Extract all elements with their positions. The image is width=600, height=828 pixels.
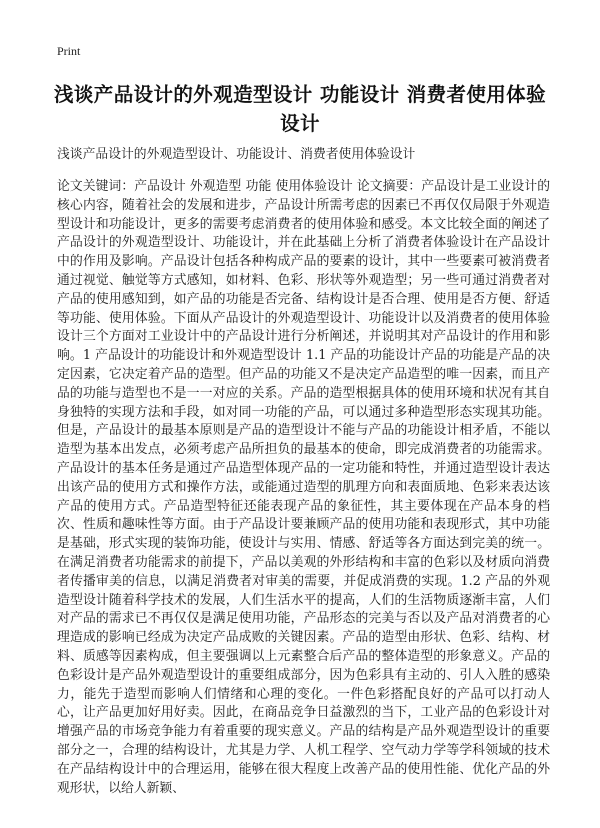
print-label: Print — [57, 44, 81, 58]
document-body: 论文关键词：产品设计 外观造型 功能 使用体验设计 论文摘要：产品设计是工业设计的核心内容，随着社会的发展和进步，产品设计所需考虑的因素已不再仅仅局限于外观造型设计和功能设计，更多的需要考虑消费者的使用体验和感受。本文比较全面的阐述了产品设计的外观造型设计、功能设计，并在此基础上分析了消费者体验设计在产品设计中的作用及影响。产品设计包括各种构成产品的要素的设计，其中一些要素可被消费者通过视觉、触觉等方式感知，如材料、色彩、形状等外观造型；另一些可通过消费者对产品的使用感知到，如产品的功能是否完备、结构设计是否合理、使用是否方便、舒适等功能、使用体验。下面从产品设计的外观造型设计、功能设计以及消费者的使用体验设计三个方面对工业设计中的产品设计进行分析阐述，并说明其对产品设计的作用和影响。1 产品设计的功能设计和外观造型设计 1.1 产品的功能设计产品的功能是产品的决定因素，它决定着产品的造型。但产品的功能又不是决定产品造型的唯一因素，而且产品的功能与造型也不是一一对应的关系。产品的造型根据具体的使用环境和状况有其自身独特的实现方法和手段，如对同一功能的产品，可以通过多种造型形态实现其功能。但是，产品设计的最基本原则是产品的造型设计不能与产品的功能设计相矛盾，不能以造型为基本出发点，必须考虑产品所担负的最基本的使命，即完成消费者的功能需求。产品设计的基本任务是通过产品造型体现产品的一定功能和特性，并通过造型设计表达出该产品的使用方式和操作方法，或能通过造型的肌理方向和表面质地、色彩来表达该产品的使用方式。产品造型特征还能表现产品的象征性，其主要体现在产品本身的档次、性质和趣味性等方面。由于产品设计要兼顾产品的使用功能和表现形式，其中功能是基础，形式实现的装饰功能，使设计与实用、情感、舒适等各方面达到完美的统一。在满足消费者功能需求的前提下，产品以美观的外形结构和丰富的色彩以及材质向消费者传播审美的信息，以满足消费者对审美的需要，并促成消费的实现。1.2 产品的外观造型设计随着科学技术的发展，人们生活水平的提高，人们的生活物质逐渐丰富，人们对产品的需求已不再仅仅是满足使用功能，产品形态的完美与否以及产品对消费者的心理造成的影响已经成为决定产品成败的关键因素。产品的造型由形状、色彩、结构、材料、质感等因素构成，但主要强调以上元素整合后产品的整体造型的形象意义。产品的色彩设计是产品外观造型设计的重要组成部分，因为色彩具有主动的、引人入胜的感染力，能先于造型而影响人们情绪和心理的变化。一件色彩搭配良好的产品可以打动人心，让产品更加好用好卖。因此，在商品竞争日益激烈的当下，工业产品的色彩设计对增强产品的市场竞争能力有着重要的现实意义。产品的结构是产品外观造型设计的重要部分之一，合理的结构设计，尤其是力学、人机工程学、空气动力学等学科领域的技术在产品结构设计中的合理运用，能够在很大程度上改善产品的使用性能、优化产品的外观形状，以给人新颖、 — [57, 179, 550, 796]
document-subtitle: 浅谈产品设计的外观造型设计、功能设计、消费者使用体验设计 — [57, 147, 416, 162]
document-title: 浅谈产品设计的外观造型设计 功能设计 消费者使用体验设计 — [54, 83, 546, 135]
